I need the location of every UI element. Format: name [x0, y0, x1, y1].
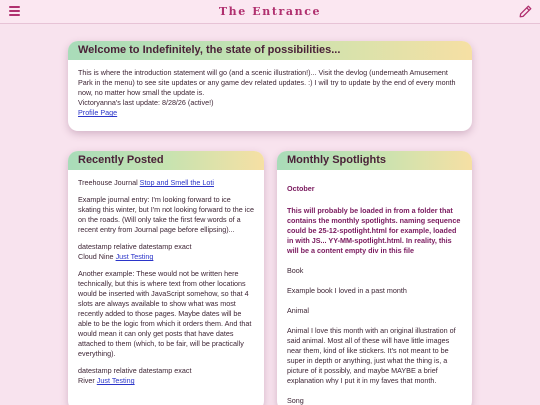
entry-text: Example journal entry: I'm looking forward to ice skating this winter, but I'm not looking forward to the ice on the roads. (Will only take the first few words of a recent entry from Journal page before ellipsing)...	[78, 195, 254, 234]
entry-source: Treehouse Journal	[78, 178, 138, 187]
pencil-icon[interactable]	[519, 5, 532, 18]
spotlight-month: October	[287, 184, 315, 193]
list-item	[78, 252, 254, 376]
last-update-text: Victoryanna's last update: 8/28/26 (active!)	[78, 98, 214, 107]
welcome-text: This is where the introduction statement will go (and a scenic illustration!)... Visit the devlog (underneath Amusement Park in the menu) to see site updates or any game dev related updates. :) I will try to update by the end of every month now, no matter how small the update is.	[78, 68, 456, 97]
song-label: Song	[287, 396, 304, 405]
book-text: Example book I loved in a past month	[287, 286, 407, 295]
welcome-body	[68, 60, 472, 126]
list-item	[78, 178, 254, 252]
animal-label: Animal	[287, 306, 309, 315]
entry-link[interactable]: Just Testing	[96, 376, 135, 385]
list-item	[78, 376, 254, 386]
entry-text: Another example: These would not be written here technically, but this is where text from other locations would be inserted with JavaScript somehow, so that 4 slots are always available to show what was most recently added to those pages. Maybe dates will be able to be the logic from which it orders them. And that would mean it can only get posts that have dates attached to them (which, to be fair, will be practically everything).	[78, 269, 252, 358]
entry-link[interactable]: Just Testing	[115, 252, 154, 261]
entry-source: River	[78, 376, 95, 385]
site-title: The Entrance	[218, 5, 322, 18]
entry-datestamp: datestamp relative datestamp exact	[78, 366, 192, 375]
animal-text: Animal I love this month with an original illustration of said animal. Most all of these will have little images near them, kind of like stickers. It's not meant to be super in depth or anything, just what the thing is, a picture of it possibly, and maybe MAYBE a brief explanation why I put it in my faves that month.	[287, 326, 456, 385]
recently-posted-card	[68, 151, 264, 405]
welcome-card	[68, 41, 472, 131]
entry-source: Cloud Nine	[78, 252, 114, 261]
welcome-heading: Welcome to Indefinitely, the state of possibilities...	[68, 41, 472, 60]
entry-link[interactable]: Stop and Smell the Loti	[139, 178, 214, 187]
top-bar	[0, 0, 540, 24]
entry-datestamp: datestamp relative datestamp exact	[78, 242, 192, 251]
recently-posted-body	[68, 170, 264, 403]
profile-page-link[interactable]: Profile Page	[78, 108, 118, 117]
book-label: Book	[287, 266, 304, 275]
monthly-spotlights-heading: Monthly Spotlights	[277, 151, 472, 170]
monthly-spotlights-card	[277, 151, 472, 405]
spotlight-note: This will probably be loaded in from a folder that contains the monthly spotlights. naming sequence could be 25-12-spotlight.html for example, loaded in with JS... YY-MM-spotlight.html. In reality, this will be a content empty div in this file	[287, 206, 461, 255]
recently-posted-heading: Recently Posted	[68, 151, 264, 170]
monthly-spotlights-body	[277, 170, 472, 405]
